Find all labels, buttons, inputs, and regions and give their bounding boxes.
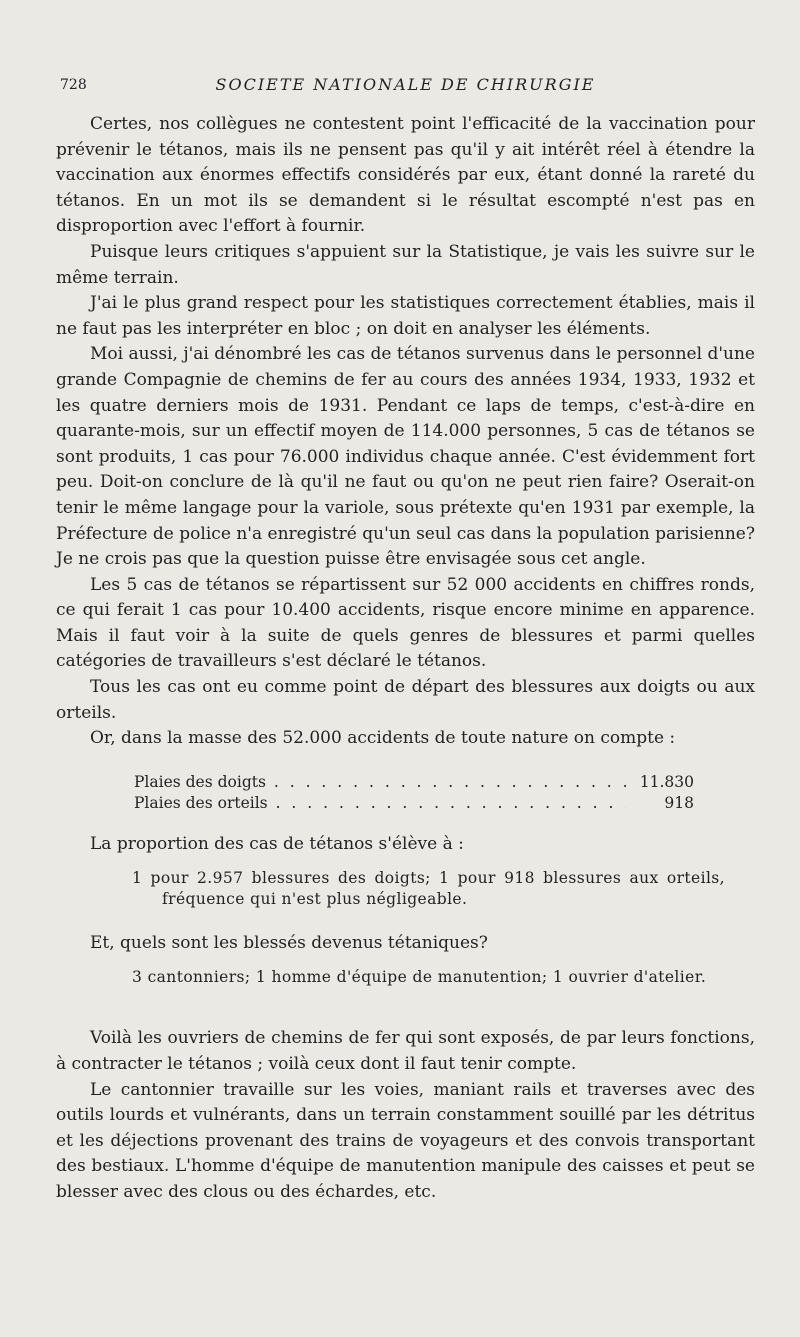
closing-text <box>56 1026 755 1205</box>
table-row <box>134 772 694 793</box>
paragraph: Or, dans la masse des 52.000 accidents de toute nature on compte : <box>90 728 676 749</box>
paragraph: Puisque leurs critiques s'appuient sur la Statistique, je vais les suivre sur le même terrain. <box>56 241 755 288</box>
row-label: Plaies des orteils . . . <box>134 793 626 814</box>
paragraph: Moi aussi, j'ai dénombré les cas de tétanos survenus dans le personnel d'une grande Compagnie de chemins de fer au cours des années 1934, 1933, 1932 et les quatre derniers mois de 1931. Pendant ce laps de temps, c'est-à-dire en quarante-mois, sur un effectif moyen de 114.000 personnes, 5 cas de tétanos se sont produits, 1 cas pour 76.000 individus chaque année. C'est évidemment fort peu. Doit-on conclure de là qu'il ne faut ou qu'on ne peut rien faire? Oserait-on tenir le même langage pour la variole, sous prétexte qu'en 1931 par exemple, la Préfecture de police n'a enregistré qu'un seul cas dans la population parisienne? Je ne crois pas que la question puisse être envisagée sous cet angle. <box>56 344 755 570</box>
patients-lead: Et, quels sont les blessés devenus tétaniques? <box>90 932 488 953</box>
paragraph: Certes, nos collègues ne contestent point l'efficacité de la vaccination pour prévenir le tétanos, mais ils ne pensent pas qu'il y ait intérêt réel à étendre la vaccination aux énormes effectifs considérés par eux, étant donné la rareté du tétanos. En un mot ils se demandent si le résultat escompté n'est pas en disproportion avec l'effort à fournir. <box>56 114 755 237</box>
row-value: 918 <box>664 793 694 812</box>
paragraph: J'ai le plus grand respect pour les statistiques correctement établies, mais il ne faut pas les interpréter en bloc ; on doit en analyser les éléments. <box>56 293 755 339</box>
wounds-table <box>134 772 694 814</box>
patients-note: 3 cantonniers; 1 homme d'équipe de manutention; 1 ouvrier d'atelier. <box>132 967 707 986</box>
row-value: 11.830 <box>639 772 694 791</box>
page-header <box>56 72 755 98</box>
main-text <box>56 112 755 752</box>
running-title: SOCIETE NATIONALE DE CHIRURGIE <box>215 75 596 94</box>
row-label: Plaies des doigts . . . <box>134 772 626 793</box>
paragraph: Le cantonnier travaille sur les voies, maniant rails et traverses avec des outils lourds et vulnérants, dans un terrain constamment souillé par les détritus et les déjections provenant des trains de voyageurs et des convois transportant des bestiaux. L'homme d'équipe de manutention manipule des caisses et peut se blesser avec des clous ou des échardes, etc. <box>56 1079 755 1202</box>
paragraph: Les 5 cas de tétanos se répartissent sur 52 000 accidents en chiffres ronds, ce qui ferait 1 cas pour 10.400 accidents, risque encore minime en apparence. Mais il faut voir à la suite de quels genres de blessures et parmi quelles catégories de travailleurs s'est déclaré le tétanos. <box>56 574 755 672</box>
proportion-lead: La proportion des cas de tétanos s'élève à : <box>90 833 464 854</box>
paragraph: Tous les cas ont eu comme point de départ des blessures aux doigts ou aux orteils. <box>56 677 755 723</box>
proportion-note: 1 pour 2.957 blessures des doigts; 1 pour 918 blessures aux orteils, fréquence qui n'est plus négligeable. <box>132 868 725 909</box>
paragraph: Voilà les ouvriers de chemins de fer qui sont exposés, de par leurs fonctions, à contracter le tétanos ; voilà ceux dont il faut tenir compte. <box>56 1028 755 1074</box>
table-row <box>134 793 694 814</box>
page-number: 728 <box>60 77 87 93</box>
